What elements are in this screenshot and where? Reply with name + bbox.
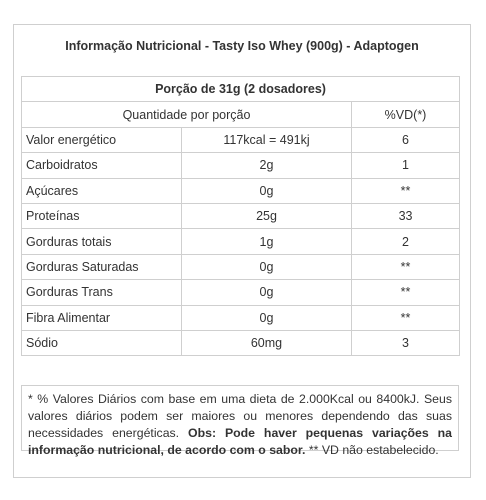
nutrient-name: Gorduras totais [22, 229, 182, 254]
nutrient-name: Fibra Alimentar [22, 305, 182, 330]
nutrition-table [21, 76, 460, 356]
nutrient-amount: 0g [182, 254, 352, 279]
header-row [22, 102, 460, 127]
nutrient-amount: 25g [182, 203, 352, 228]
vd-header: %VD(*) [352, 102, 460, 127]
footnote-vd-note: ** VD não estabelecido. [305, 443, 439, 457]
nutrient-vd: 3 [352, 330, 460, 355]
table-row [22, 229, 460, 254]
table-row [22, 127, 460, 152]
footnote-note: Obs: Pode haver pequenas variações na informação nutricional, de acordo com o sabor. [28, 426, 452, 457]
nutrient-amount: 0g [182, 305, 352, 330]
nutrient-name: Gorduras Trans [22, 280, 182, 305]
footnote [21, 385, 459, 457]
nutrient-vd: 33 [352, 203, 460, 228]
nutrient-vd: 6 [352, 127, 460, 152]
nutrient-name: Gorduras Saturadas [22, 254, 182, 279]
nutrient-vd: ** [352, 178, 460, 203]
nutrient-name: Sódio [22, 330, 182, 355]
nutrient-name: Açúcares [22, 178, 182, 203]
nutrient-amount: 2g [182, 153, 352, 178]
nutrient-amount: 0g [182, 178, 352, 203]
nutrient-amount: 0g [182, 280, 352, 305]
table-row [22, 330, 460, 355]
portion-label: Porção de 31g (2 dosadores) [22, 77, 460, 102]
table-row [22, 305, 460, 330]
table-row [22, 153, 460, 178]
portion-row [22, 77, 460, 102]
nutrient-name: Carboidratos [22, 153, 182, 178]
footnote-text: * % Valores Diários com base em uma dieta de 2.000Kcal ou 8400kJ. Seus valores diários podem ser maiores ou menores dependendo das suas necessidades energéticas. [28, 392, 452, 440]
nutrient-vd: ** [352, 254, 460, 279]
nutrient-name: Valor energético [22, 127, 182, 152]
quantity-header: Quantidade por porção [22, 102, 352, 127]
nutrient-amount: 60mg [182, 330, 352, 355]
nutrient-amount: 1g [182, 229, 352, 254]
nutrient-vd: 2 [352, 229, 460, 254]
table-row [22, 280, 460, 305]
nutrient-amount: 117kcal = 491kj [182, 127, 352, 152]
nutrition-facts-panel [13, 24, 471, 478]
nutrient-vd: ** [352, 280, 460, 305]
nutrient-vd: 1 [352, 153, 460, 178]
nutrition-title: Informação Nutricional - Tasty Iso Whey (900g) - Adaptogen [65, 39, 419, 53]
nutrient-vd: ** [352, 305, 460, 330]
table-row [22, 203, 460, 228]
nutrient-name: Proteínas [22, 203, 182, 228]
table-row [22, 178, 460, 203]
table-row [22, 254, 460, 279]
